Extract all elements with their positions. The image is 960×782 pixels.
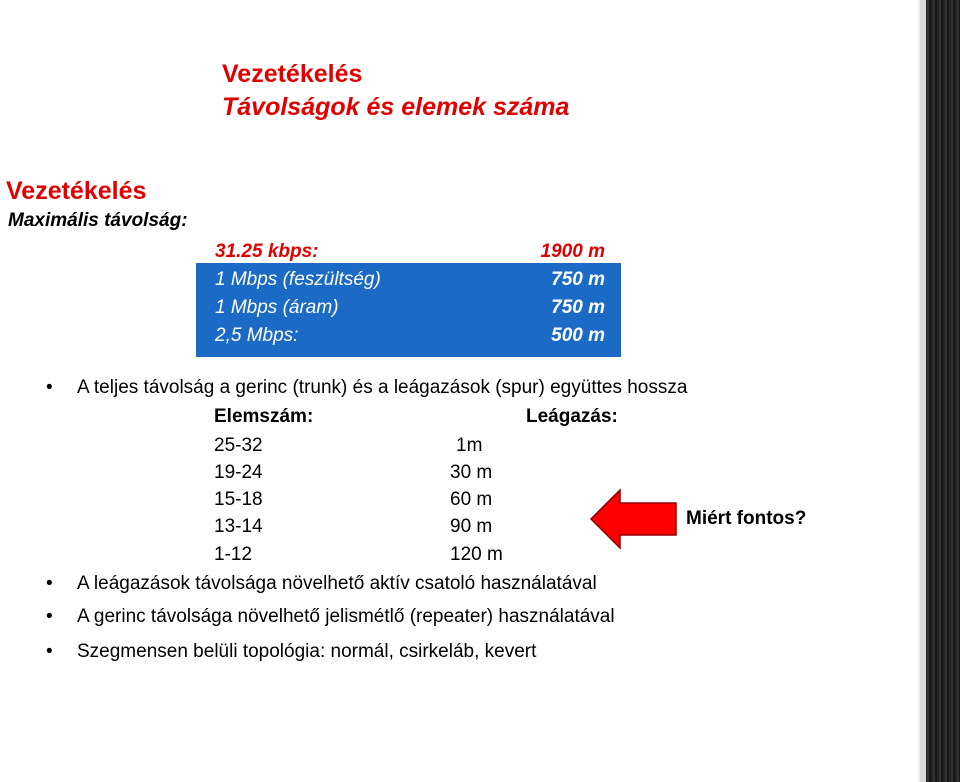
slide-title: [222, 58, 569, 124]
bullet-text: Szegmensen belüli topológia: normál, csirkeláb, kevert: [77, 641, 537, 662]
slide-title-line1: Vezetékelés: [222, 60, 363, 88]
table-cell-spur: 1m: [456, 435, 483, 456]
bullet-dot: •: [46, 641, 53, 662]
bullet-dot: •: [46, 573, 53, 594]
table-cell-count: 25-32: [214, 435, 263, 456]
slide-title-line2: Távolságok és elemek száma: [222, 93, 570, 121]
left-arrow-icon: [590, 488, 678, 550]
table-cell-spur: 60 m: [450, 489, 493, 510]
bullet-text: A leágazások távolsága növelhető aktív csatoló használatával: [77, 573, 597, 594]
rate-value: 500 m: [551, 325, 605, 346]
table-cell-count: 13-14: [214, 516, 263, 537]
bullet-dot: •: [46, 606, 53, 627]
table-cell-count: 1-12: [214, 544, 253, 565]
table-header-count: Elemszám:: [214, 406, 314, 427]
table-header-spur: Leágazás:: [526, 406, 618, 427]
bullet-text: A gerinc távolsága növelhető jelismétlő (repeater) használatával: [77, 606, 615, 627]
rate-value: 1900 m: [540, 241, 605, 262]
rate-value: 750 m: [551, 297, 605, 318]
bullet-text: A teljes távolság a gerinc (trunk) és a leágazások (spur) együttes hossza: [77, 377, 688, 398]
table-cell-spur: 90 m: [450, 516, 493, 537]
table-cell-spur: 30 m: [450, 462, 493, 483]
table-cell-count: 19-24: [214, 462, 263, 483]
frame-edge-dark: [920, 0, 960, 782]
rate-label: 1 Mbps (feszültség): [215, 269, 381, 290]
callout-why-important: Miért fontos?: [686, 508, 807, 529]
table-cell-count: 15-18: [214, 489, 263, 510]
rate-label: 1 Mbps (áram): [215, 297, 339, 318]
rate-value: 750 m: [551, 269, 605, 290]
bullet-dot: •: [46, 377, 53, 398]
section-subtitle: Maximális távolság:: [8, 210, 188, 231]
section-title: Vezetékelés: [6, 177, 147, 205]
rate-label: 31.25 kbps:: [215, 241, 319, 262]
rate-label: 2,5 Mbps:: [215, 325, 299, 346]
table-cell-spur: 120 m: [450, 544, 503, 565]
